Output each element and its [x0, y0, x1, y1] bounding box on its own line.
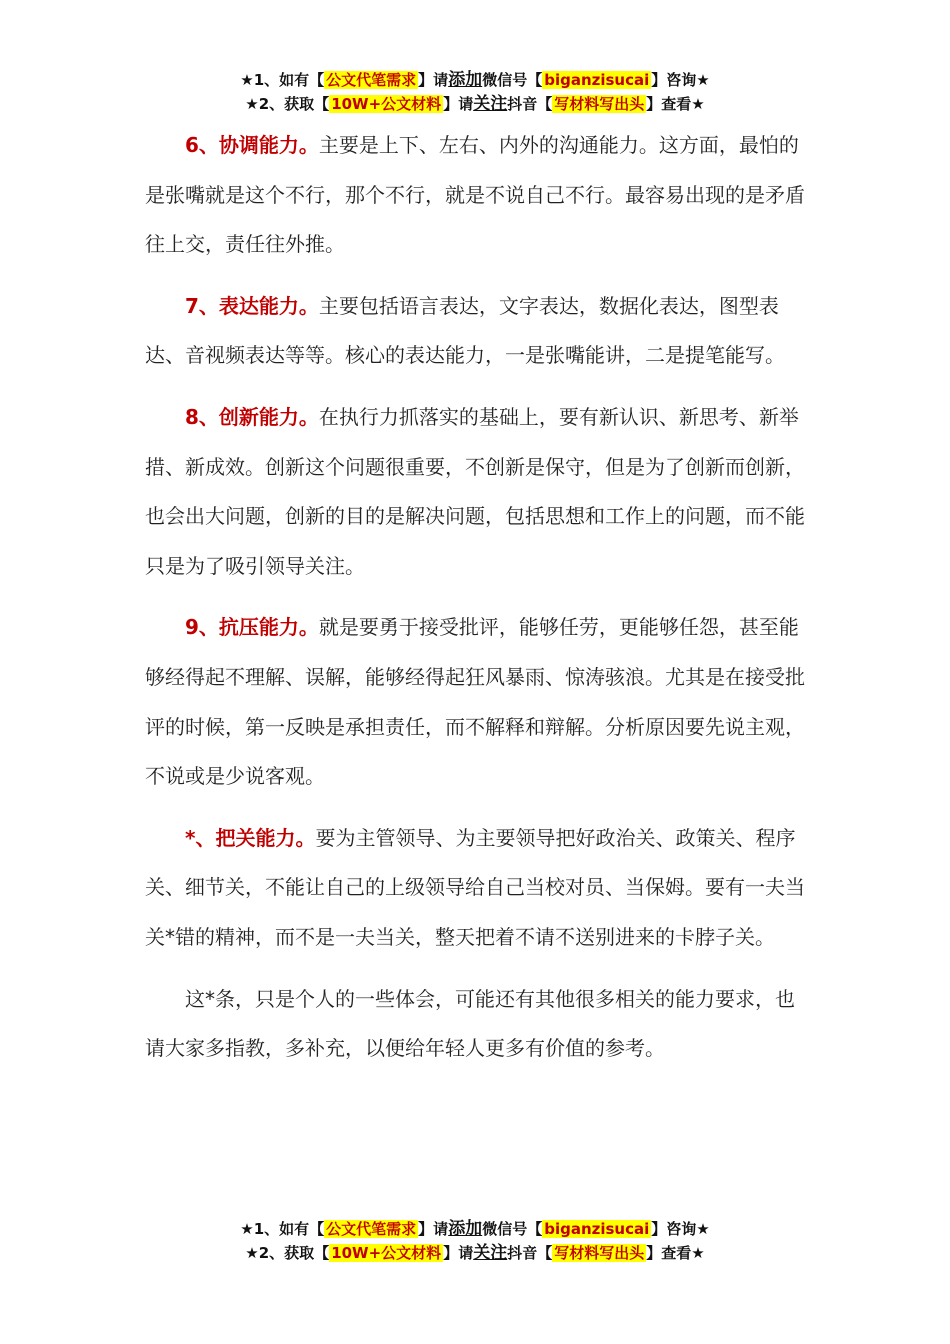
highlight-douyin: 写材料写出头 [554, 95, 645, 113]
paragraph-text: 主要是上下、左右、内外的沟通能力。这方面，最怕的是张嘴就是这个不行，那个不行，就是不说自己不行。最容易出现的是矛盾往上交，责任往外推。 [145, 133, 805, 257]
paragraph-heading: *、把关能力。 [185, 825, 316, 850]
paragraph-text: 就是要勇于接受批评，能够任劳，更能够任怨，甚至能够经得起不理解、误解，能够经得起狂风暴雨、惊涛骇浪。尤其是在接受批评的时候，第一反映是承担责任，而不解释和辩解。分析原因要先说主观，不说或是少说客观。 [145, 615, 805, 789]
footer-banner [0, 1217, 950, 1265]
paragraph-text: 在执行力抓落实的基础上，要有新认识、新思考、新举措、新成效。创新这个问题很重要，不创新是保守，但是为了创新而创新，也会出大问题，创新的目的是解决问题，包括思想和工作上的问题，而不能只是为了吸引领导关注。 [145, 404, 805, 578]
paragraph-gatekeeping [145, 814, 810, 963]
paragraph-text: 这*条，只是个人的一些体会，可能还有其他很多相关的能力要求，也请大家多指教，多补充，以便给年轻人更多有价值的参考。 [145, 986, 795, 1061]
highlight-service: 公文代笔需求 [326, 1220, 417, 1238]
highlight-service: 公文代笔需求 [326, 71, 417, 89]
paragraph-heading: 8、创新能力。 [185, 404, 319, 429]
highlight-douyin: 写材料写出头 [554, 1244, 645, 1262]
document-body [145, 121, 810, 1086]
paragraph-heading: 9、抗压能力。 [185, 615, 319, 640]
highlight-materials: 10W+公文材料 [331, 1244, 442, 1262]
banner-line-1: ★1、如有【 公文代笔需求 】请添加微信号【 biganzisucai 】咨询★ [240, 70, 710, 90]
banner-line-2: ★2、获取【 10W+公文材料 】请关注抖音【 写材料写出头 】查看★ [245, 1243, 705, 1263]
paragraph-pressure [145, 603, 810, 801]
paragraph-innovation [145, 393, 810, 591]
banner-line-2: ★2、获取【 10W+公文材料 】请关注抖音【 写材料写出头 】查看★ [245, 94, 705, 114]
paragraph-heading: 6、协调能力。 [185, 133, 319, 157]
banner-line-1: ★1、如有【 公文代笔需求 】请添加微信号【 biganzisucai 】咨询★ [240, 1219, 710, 1239]
paragraph-expression [145, 282, 810, 381]
paragraph-heading: 7、表达能力。 [185, 293, 319, 318]
paragraph-text: 主要包括语言表达，文字表达，数据化表达，图型表达、音视频表达等等。核心的表达能力，一是张嘴能讲，二是提笔能写。 [145, 293, 785, 368]
highlight-wechat-id: biganzisucai [544, 1220, 650, 1238]
paragraph-text: 要为主管领导、为主要领导把好政治关、政策关、程序关、细节关，不能让自己的上级领导给自己当校对员、当保姆。要有一夫当关*错的精神，而不是一夫当关，整天把着不请不送别进来的卡脖子关。 [145, 825, 805, 949]
highlight-wechat-id: biganzisucai [544, 71, 650, 89]
paragraph-conclusion [145, 975, 810, 1074]
header-banner [0, 68, 950, 116]
highlight-materials: 10W+公文材料 [331, 95, 442, 113]
paragraph-coordination [145, 121, 810, 270]
